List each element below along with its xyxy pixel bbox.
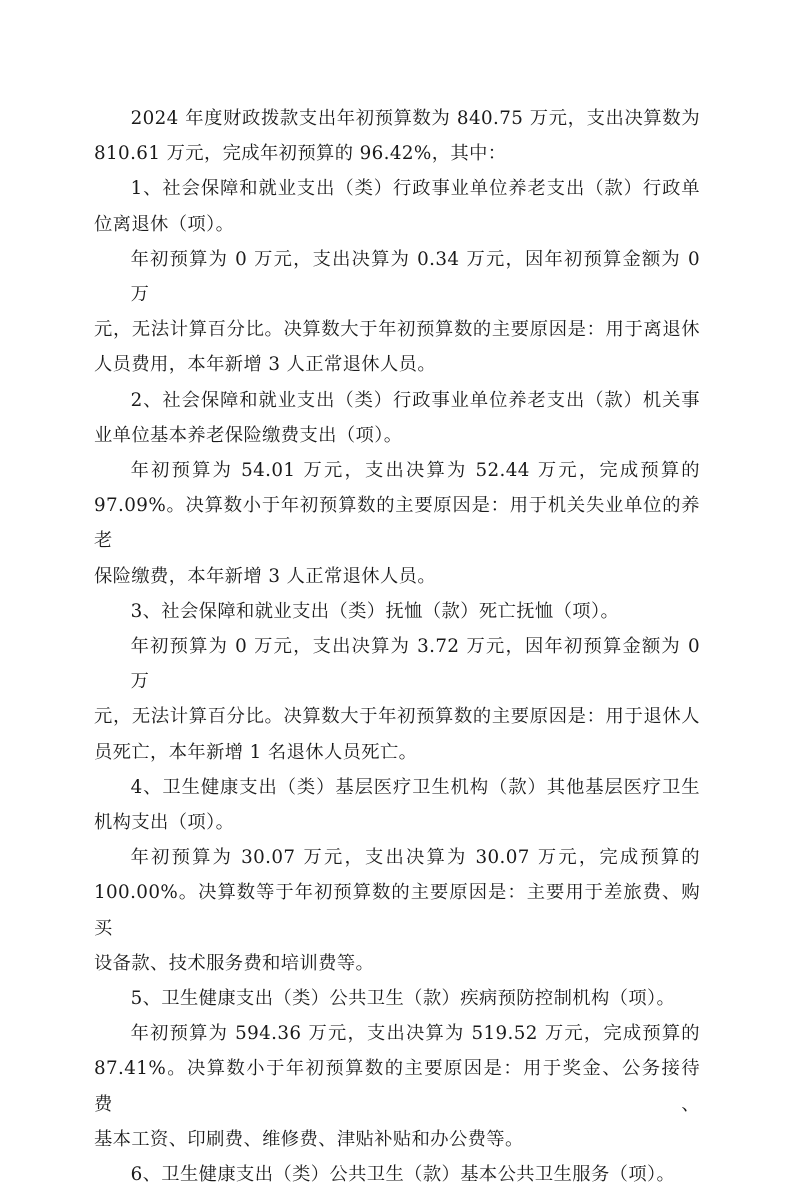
text-line: 员死亡，本年新增 1 名退休人员死亡。 xyxy=(94,741,418,763)
text-line: 年初预算为 54.01 万元，支出决算为 52.44 万元，完成预算的 xyxy=(130,460,700,482)
text-line: 6、卫生健康支出（类）公共卫生（款）基本公共卫生服务（项）。 xyxy=(130,1164,676,1186)
text-line: 100.00%。决算数等于年初预算数的主要原因是：主要用于差旅费、购买 xyxy=(94,882,700,939)
paragraph-item-2-heading xyxy=(94,383,700,453)
paragraph-summary xyxy=(94,101,700,171)
paragraph-item-2-detail xyxy=(94,453,700,594)
text-line: 3、社会保障和就业支出（类）抚恤（款）死亡抚恤（项）。 xyxy=(130,600,620,622)
document-body xyxy=(94,101,700,1192)
text-line: 年初预算为 30.07 万元，支出决算为 30.07 万元，完成预算的 xyxy=(130,847,700,869)
paragraph-item-5-detail xyxy=(94,1016,700,1157)
paragraph-item-4-heading xyxy=(94,770,700,840)
paragraph-item-3-detail xyxy=(94,629,700,770)
text-line: 97.09%。决算数小于年初预算数的主要原因是：用于机关失业单位的养老 xyxy=(94,495,700,552)
text-line: 2、社会保障和就业支出（类）行政事业单位养老支出（款）机关事 xyxy=(130,389,700,411)
text-line: 人员费用，本年新增 3 人正常退休人员。 xyxy=(94,354,437,376)
text-line: 基本工资、印刷费、维修费、津贴补贴和办公费等。 xyxy=(94,1128,524,1150)
paragraph-item-4-detail xyxy=(94,840,700,981)
paragraph-item-3-heading xyxy=(94,594,700,629)
text-line: 年初预算为 594.36 万元，支出决算为 519.52 万元，完成预算的 xyxy=(130,1023,700,1045)
text-line: 业单位基本养老保险缴费支出（项）。 xyxy=(94,424,403,446)
text-line: 保险缴费，本年新增 3 人正常退休人员。 xyxy=(94,565,437,587)
text-line: 机构支出（项）。 xyxy=(94,812,235,834)
text-line: 810.61 万元，完成年初预算的 96.42%，其中： xyxy=(94,143,507,165)
text-line: 1、社会保障和就业支出（类）行政事业单位养老支出（款）行政单 xyxy=(130,178,700,200)
paragraph-item-1-heading xyxy=(94,171,700,241)
text-line: 年初预算为 0 万元，支出决算为 0.34 万元，因年初预算金额为 0 万 xyxy=(130,248,700,306)
text-line: 元，无法计算百分比。决算数大于年初预算数的主要原因是：用于退休人 xyxy=(94,706,700,728)
paragraph-item-1-detail xyxy=(94,242,700,383)
text-line: 5、卫生健康支出（类）公共卫生（款）疾病预防控制机构（项）。 xyxy=(130,988,676,1010)
text-line: 年初预算为 0 万元，支出决算为 3.72 万元，因年初预算金额为 0 万 xyxy=(130,636,700,693)
paragraph-item-5-heading xyxy=(94,981,700,1016)
text-line: 2024 年度财政拨款支出年初预算数为 840.75 万元，支出决算数为 xyxy=(130,108,700,129)
text-line: 位离退休（项）。 xyxy=(94,213,235,235)
paragraph-item-6-heading xyxy=(94,1157,700,1192)
text-line: 设备款、技术服务费和培训费等。 xyxy=(94,952,375,974)
text-line: 4、卫生健康支出（类）基层医疗卫生机构（款）其他基层医疗卫生 xyxy=(130,776,700,798)
text-line: 元，无法计算百分比。决算数大于年初预算数的主要原因是：用于离退休 xyxy=(94,319,700,341)
text-line: 87.41%。决算数小于年初预算数的主要原因是：用于奖金、公务接待费、 xyxy=(94,1058,700,1115)
